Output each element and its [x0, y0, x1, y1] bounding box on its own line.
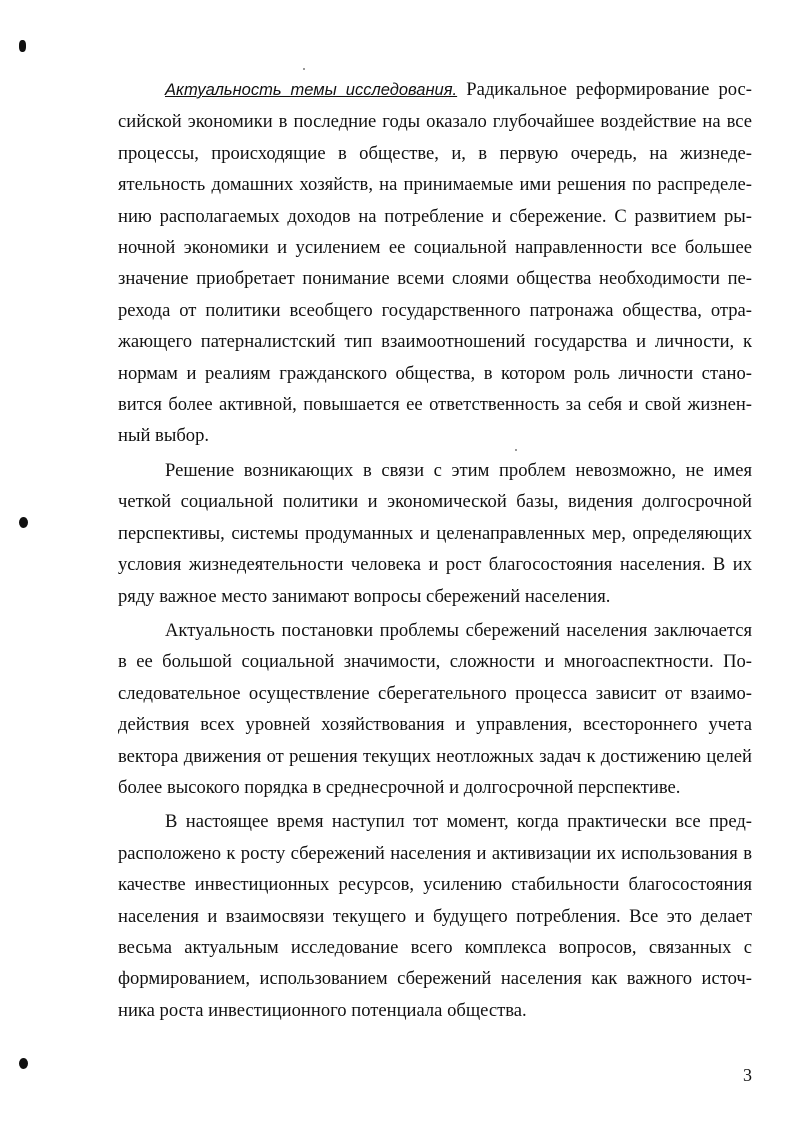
binding-hole-mark — [19, 1058, 28, 1069]
paragraph-text: Актуальность постановки проблемы сбережений населения заключается в ее большой социальной значимости, сложности и многоаспектности. Последовательное осуществление сберегательного процесса зависит от взаимодействия всех уровней хозяйствования и управления, всестороннего учета вектора движения от решения текущих неотложных задач к достижению целей более высокого порядка в среднесрочной и долгосрочной перспективе. — [118, 619, 752, 798]
page-number: 3 — [743, 1065, 752, 1085]
scan-speck — [303, 68, 305, 70]
binding-hole-mark — [19, 517, 28, 528]
binding-hole-mark — [19, 40, 26, 52]
body-text — [118, 74, 752, 1026]
paragraph-text: Радикальное реформирование российской экономики в последние годы оказало глубочайшее воздействие на все процессы, происходящие в обществе, и, в первую очередь, на жизнедеятельность домашних хозяйств, на принимаемые ими решения по распределению располагаемых доходов на потребление и сбережение. С развитием рыночной экономики и усилением ее социальной направленности все большее значение приобретает понимание всеми слоями общества необходимости перехода от политики всеобщего государственного патронажа общества, отражающего патерналистский тип взаимоотношений государства и личности, к нормам и реалиям гражданского общества, в котором роль личности становится более активной, повышается ее ответственность за себя и свой жизненный выбор. — [118, 79, 752, 447]
section-lead-heading: Актуальность темы исследования. — [165, 81, 458, 99]
paragraph-current-moment — [118, 806, 752, 1026]
paragraph-relevance — [118, 74, 752, 452]
paragraph-solution — [118, 455, 752, 612]
paragraph-text: В настоящее время наступил тот момент, когда практически все предрасположено к росту сбережений населения и активизации их использования в качестве инвестиционных ресурсов, усилению стабильности благосостояния населения и взаимосвязи текущего и будущего потребления. Все это делает весьма актуальным исследование всего комплекса вопросов, связанных с формированием, использованием сбережений населения как важного источника роста инвестиционного потенциала общества. — [118, 811, 752, 1021]
paragraph-text: Решение возникающих в связи с этим проблем невозможно, не имея четкой социальной политики и экономической базы, видения долгосрочной перспективы, системы продуманных и целенаправленных мер, определяющих условия жизнедеятельности человека и рост благосостояния населения. В их ряду важное место занимают вопросы сбережений населения. — [118, 459, 752, 607]
paragraph-problem-statement — [118, 615, 752, 803]
